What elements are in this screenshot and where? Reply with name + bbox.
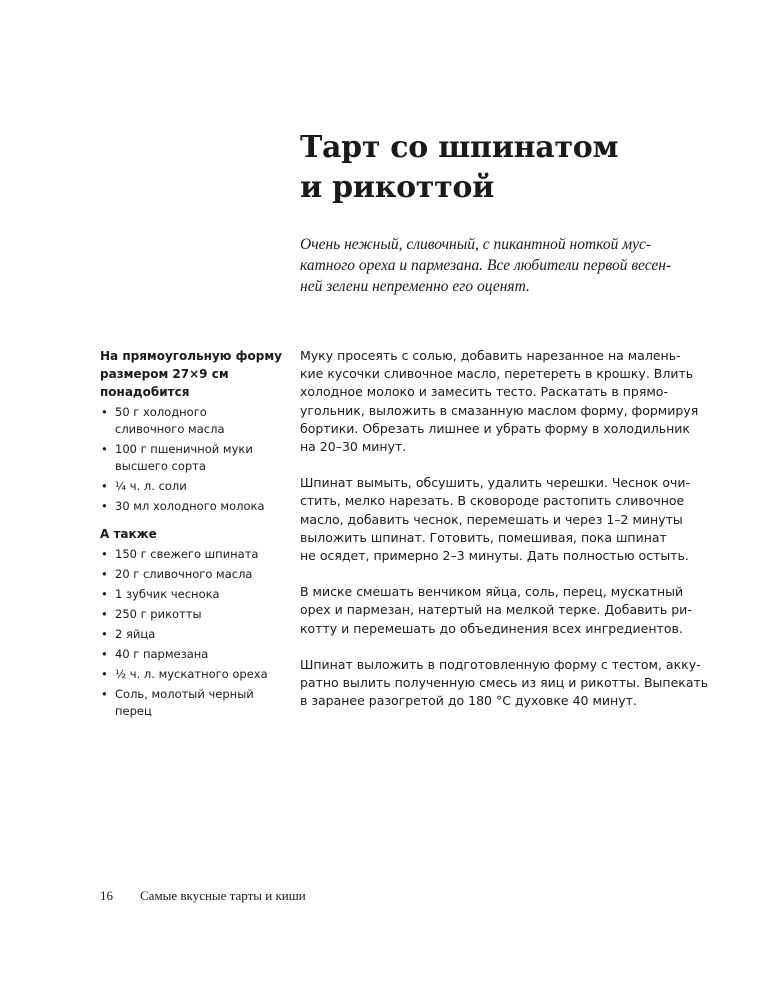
list-item <box>100 404 275 438</box>
method-line: котту и перемешать до объединения всех ингредиентов. <box>300 620 683 636</box>
intro-line: ней зелени непременно его оценят. <box>300 278 530 295</box>
recipe-title-line: и рикоттой <box>300 170 495 205</box>
method-line: В миске смешать венчиком яйца, соль, перец, мускатный <box>300 584 684 600</box>
bullet: • <box>101 647 108 661</box>
method-line: кие кусочки сливочное масло, перетереть в крошку. Влить <box>300 366 694 382</box>
bullet: • <box>101 587 108 601</box>
item-line: 1 зубчик чеснока <box>115 587 220 601</box>
method-line: в заранее разогретой до 180 °С духовке 40 минут. <box>300 693 637 709</box>
item-line: ½ ч. л. мускатного ореха <box>115 667 268 681</box>
list-item <box>100 586 275 603</box>
bullet: • <box>101 667 108 681</box>
page-footer <box>100 888 306 904</box>
item-line: 100 г пшеничной муки <box>115 442 253 456</box>
bullet: • <box>101 442 108 456</box>
item-line: Соль, молотый черный <box>115 687 254 701</box>
item-line: 40 г пармезана <box>115 647 209 661</box>
ingredients-list-dough <box>100 404 275 515</box>
heading-line: А также <box>100 527 157 541</box>
method-line: не осядет, примерно 2–3 минуты. Дать полностью остыть. <box>300 548 689 564</box>
recipe-title <box>300 128 730 208</box>
method-line: на 20–30 минут. <box>300 439 407 455</box>
recipe-title-line: Тарт со шпинатом <box>300 130 619 165</box>
ingredients-heading-dough <box>100 347 282 401</box>
list-item <box>100 626 275 643</box>
running-book-title: Самые вкусные тарты и киши <box>140 888 306 903</box>
ingredients-list-filling <box>100 546 275 720</box>
item-line: 30 мл холодного молока <box>115 499 265 513</box>
list-item <box>100 686 275 720</box>
method-line: холодное молоко и замесить тесто. Раскатать в прямо- <box>300 384 668 400</box>
list-item <box>100 478 275 495</box>
item-line: 20 г сливочного масла <box>115 567 253 581</box>
item-line: 150 г свежего шпината <box>115 547 259 561</box>
bullet: • <box>101 479 108 493</box>
method-line: масло, добавить чеснок, перемешать и через 1–2 минуты <box>300 511 683 527</box>
method-line: бортики. Обрезать лишнее и убрать форму в холодильник <box>300 420 690 436</box>
method-paragraph <box>300 583 700 638</box>
ingredients-heading-filling <box>100 525 275 543</box>
method-paragraph <box>300 347 700 456</box>
list-item <box>100 646 275 663</box>
list-item <box>100 546 275 563</box>
item-line: 250 г рикотты <box>115 607 202 621</box>
item-line: ¼ ч. л. соли <box>115 479 187 493</box>
item-line: сливочного масла <box>115 422 225 436</box>
list-item <box>100 666 275 683</box>
recipe-intro <box>300 234 700 297</box>
bullet: • <box>101 405 108 419</box>
ingredients-column <box>100 347 282 723</box>
method-line: Шпинат выложить в подготовленную форму с тестом, акку- <box>300 656 701 672</box>
item-line: 50 г холодного <box>115 405 207 419</box>
bullet: • <box>101 687 108 701</box>
method-line: орех и пармезан, натертый на мелкой терке. Добавить ри- <box>300 602 692 618</box>
intro-line: катного ореха и пармезана. Все любители первой весен- <box>300 257 672 274</box>
item-line: перец <box>115 704 152 718</box>
method-column <box>300 347 709 728</box>
method-line: ратно вылить полученную смесь из яиц и рикотты. Выпекать <box>300 675 709 691</box>
item-line: высшего сорта <box>115 459 206 473</box>
heading-line: На прямоугольную форму <box>100 349 282 363</box>
intro-line: Очень нежный, сливочный, с пикантной ноткой мус- <box>300 236 652 253</box>
bullet: • <box>101 567 108 581</box>
method-line: Шпинат вымыть, обсушить, удалить черешки. Чеснок очи- <box>300 475 691 491</box>
page-number: 16 <box>100 888 113 903</box>
method-line: Муку просеять с солью, добавить нарезанное на малень- <box>300 348 681 363</box>
method-paragraph <box>300 474 700 565</box>
list-item <box>100 498 275 515</box>
method-line: стить, мелко нарезать. В сковороде растопить сливочное <box>300 493 685 509</box>
heading-line: размером 27×9 см <box>100 367 229 381</box>
bullet: • <box>101 627 108 641</box>
bullet: • <box>101 607 108 621</box>
list-item <box>100 441 275 475</box>
method-line: угольник, выложить в смазанную маслом форму, формируя <box>300 402 699 418</box>
bullet: • <box>101 499 108 513</box>
item-line: 2 яйца <box>115 627 156 641</box>
list-item <box>100 566 275 583</box>
heading-line: понадобится <box>100 385 190 399</box>
method-line: выложить шпинат. Готовить, помешивая, пока шпинат <box>300 529 667 545</box>
list-item <box>100 606 275 623</box>
method-paragraph <box>300 656 709 711</box>
bullet: • <box>101 547 108 561</box>
